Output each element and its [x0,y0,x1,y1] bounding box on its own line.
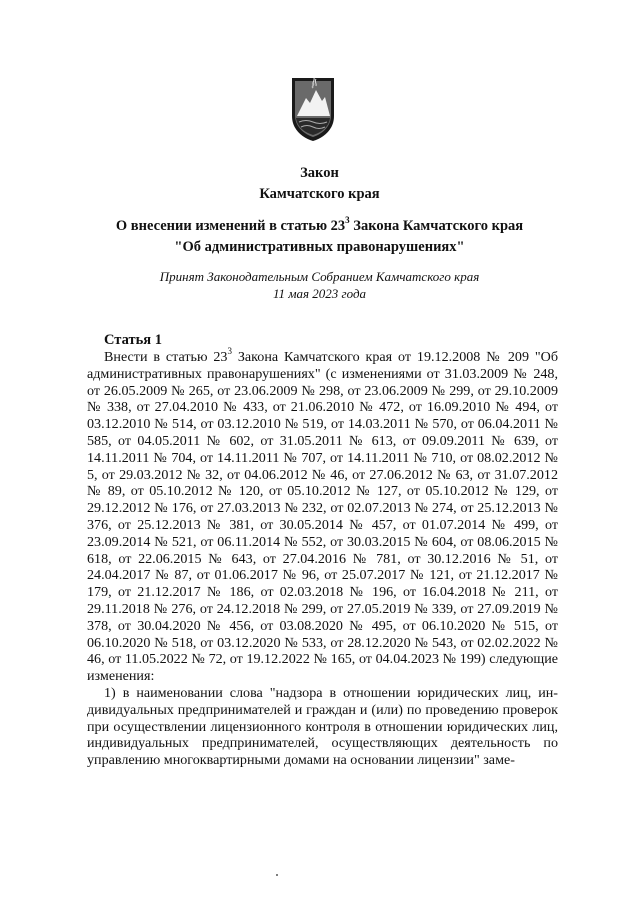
subject-line-2: "Об административных правонарушениях" [174,239,465,255]
region-name: Камчатского края [259,186,380,202]
law-subject-block [0,216,639,258]
article-heading: Статья 1 [104,332,162,348]
article-intro-paragraph: Внести в статью $23^3$ Закона Камчатского края от 19.12.2008 № 209 "Об административных правонарушениях" (с изменениями от 31.03.2009 № 248, от 26.05.2009 № 265, от 23.06.2009 № 298, от 23.06.2009 № 299, от 29.10.2009 № 338, от 27.04.2010 № 433, от 21.06.2010 № 472, от 16.09.2010 № 494, от 03.12.2010 № 514, от 03.12.2010 № 519, от 14.03.2011 № 570, от 06.04.2011 № 585, от 04.05.2011 № 602, от 31.05.2011 № 613, от 09.09.2011 № 639, от 14.11.2011 № 704, от 14.11.2011 № 707, от 14.11.2011 № 710, от 08.02.2012 № 5, от 29.03.2012 № 32, от 04.06.2012 № 46, от 27.06.2012 № 63, от 31.07.2012 № 89, от 05.10.2012 № 120, от 05.10.2012 № 127, от 05.10.2012 № 129, от 29.12.2012 № 176, от 27.03.2013 № 232, от 02.07.2013 № 274, от 25.12.2013 № 376, от 25.12.2013 № 381, от 30.05.2014 № 457, от 01.07.2014 № 499, от 23.09.2014 № 521, от 06.11.2014 № 552, от 30.03.2015 № 604, от 08.06.2015 № 618, от 22.06.2015 № 643, от 27.04.2016 № 781, от 30.12.2016 № 51, от 24.04.2017 № 87, от 01.06.2017 № 96, от 25.07.2017 № 121, от 21.12.2017 № 179, от 21.12.2017 № 186, от 02.03.2018 № 196, от 16.04.2018 № 211, от 29.11.2018 № 276, от 24.12.2018 № 299, от 27.05.2019 № 339, от 27.09.2019 № 378, от 30.04.2020 № 456, от 03.08.2020 № 495, от 06.10.2020 № 515, от 06.10.2020 № 518, от 03.12.2020 № 533, от 28.12.2020 № 543, от 02.02.2022 № 46, от 11.05.2022 № 72, от 19.12.2022 № 165, от 04.04.2023 № 199) следующие изменения: [87,346,559,685]
article-body [87,346,559,769]
subject-line-1: О внесении изменений в статью $23^3$ Закона Камчатского края [115,215,524,234]
law-title-block [0,163,639,205]
adopted-date: 11 мая 2023 года [272,286,367,301]
adopted-by: Принят Законодательным Собранием Камчатского края [159,269,480,284]
kamchatka-coat-of-arms-icon [289,76,337,142]
scan-speck [276,874,278,876]
adoption-note [0,268,639,302]
article-item-1: 1) в наименовании слова "надзора в отношении юридических лиц, индивидуальных предпринимателей и граждан и (или) по проведению проверок при осуществлении лицензионного контроля в отношении юридических лиц, индивидуальных предпринимателей, осуществляющих деятельность по управлению многоквартирными домами на основании лицензии" заме- [87,684,558,769]
law-label: Закон [300,165,339,181]
